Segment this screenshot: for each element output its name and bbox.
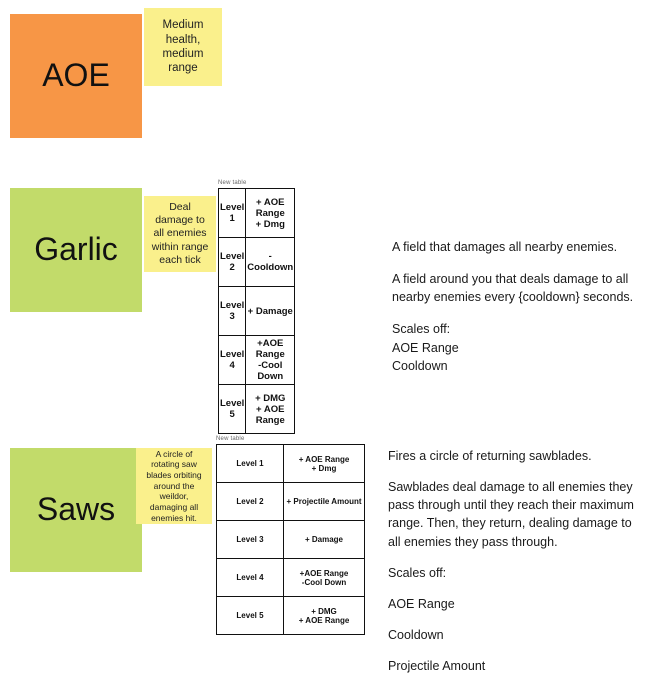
- table-row[interactable]: [219, 385, 295, 434]
- table-row[interactable]: [217, 597, 365, 635]
- table-row[interactable]: [217, 521, 365, 559]
- table-row[interactable]: [219, 287, 295, 336]
- table-row[interactable]: [217, 445, 365, 483]
- garlic-effect-cell: - Cooldown: [246, 238, 295, 287]
- sticky-note-aoe[interactable]: [10, 14, 142, 138]
- table-row[interactable]: [217, 483, 365, 521]
- saws-level-cell: Level 3: [217, 521, 284, 559]
- saws-effect-cell: + AOE Range + Dmg: [284, 445, 365, 483]
- garlic-table-caption: New table: [218, 180, 247, 186]
- saws-effect-cell: + Projectile Amount: [284, 483, 365, 521]
- saws-detail: Sawblades deal damage to all enemies they pass through until they reach their maximum range. Then, they return, dealing damage to all enemies they pass through.: [388, 480, 634, 549]
- garlic-level-table-wrapper: [218, 180, 295, 434]
- saws-level-table-wrapper: [216, 436, 365, 635]
- table-row[interactable]: [219, 336, 295, 385]
- saws-scale-item: Cooldown: [388, 627, 444, 642]
- sticky-note-saws-description[interactable]: [136, 448, 212, 524]
- sticky-note-aoe-description-text: Medium health, medium range: [162, 19, 204, 75]
- garlic-effect-cell: + DMG + AOE Range: [246, 385, 295, 434]
- sticky-note-saws[interactable]: [10, 448, 142, 572]
- saws-level-cell: Level 4: [217, 559, 284, 597]
- garlic-level-cell: Level 4: [219, 336, 246, 385]
- garlic-level-cell: Level 1: [219, 189, 246, 238]
- table-row[interactable]: [217, 559, 365, 597]
- garlic-level-cell: Level 3: [219, 287, 246, 336]
- saws-effect-cell: +AOE Range -Cool Down: [284, 559, 365, 597]
- saws-scale-item: Projectile Amount: [388, 659, 486, 673]
- saws-scales-label: Scales off:: [388, 565, 447, 580]
- saws-scale-item: AOE Range: [388, 596, 455, 611]
- sticky-note-aoe-description[interactable]: [144, 8, 222, 86]
- table-row[interactable]: [219, 189, 295, 238]
- saws-level-cell: Level 5: [217, 597, 284, 635]
- saws-level-cell: Level 1: [217, 445, 284, 483]
- sticky-note-saws-description-text: A circle of rotating saw blades orbiting around the weildor, damaging all enemies hit.: [146, 448, 202, 523]
- garlic-detail: A field around you that deals damage to all nearby enemies every {cooldown} seconds.: [392, 272, 634, 305]
- saws-effect-cell: + Damage: [284, 521, 365, 559]
- saws-level-cell: Level 2: [217, 483, 284, 521]
- garlic-effect-cell: +AOE Range -Cool Down: [246, 336, 295, 385]
- sticky-note-saws-label: Saws: [36, 491, 116, 528]
- garlic-level-cell: Level 2: [219, 238, 246, 287]
- garlic-effect-cell: + Damage: [246, 287, 295, 336]
- garlic-scale-item: AOE Range: [392, 340, 459, 355]
- table-row[interactable]: [219, 238, 295, 287]
- garlic-level-table: [218, 188, 295, 434]
- saws-table-caption: New table: [216, 436, 245, 442]
- saws-description: [388, 447, 646, 688]
- garlic-description: [392, 238, 642, 375]
- sticky-note-aoe-label: AOE: [42, 57, 110, 94]
- saws-effect-cell: + DMG + AOE Range: [284, 597, 365, 635]
- sticky-note-garlic-description[interactable]: [144, 196, 216, 272]
- sticky-note-garlic-label: Garlic: [34, 231, 118, 268]
- garlic-scales-label: Scales off:: [392, 322, 451, 337]
- garlic-scale-item: Cooldown: [392, 358, 448, 373]
- garlic-summary: A field that damages all nearby enemies.: [392, 240, 618, 254]
- garlic-level-cell: Level 5: [219, 385, 246, 434]
- garlic-effect-cell: + AOE Range + Dmg: [246, 189, 295, 238]
- saws-summary: Fires a circle of returning sawblades.: [388, 449, 592, 463]
- saws-level-table: [216, 444, 365, 635]
- sticky-note-garlic-description-text: Deal damage to all enemies within range each tick: [151, 201, 209, 266]
- sticky-note-garlic[interactable]: [10, 188, 142, 312]
